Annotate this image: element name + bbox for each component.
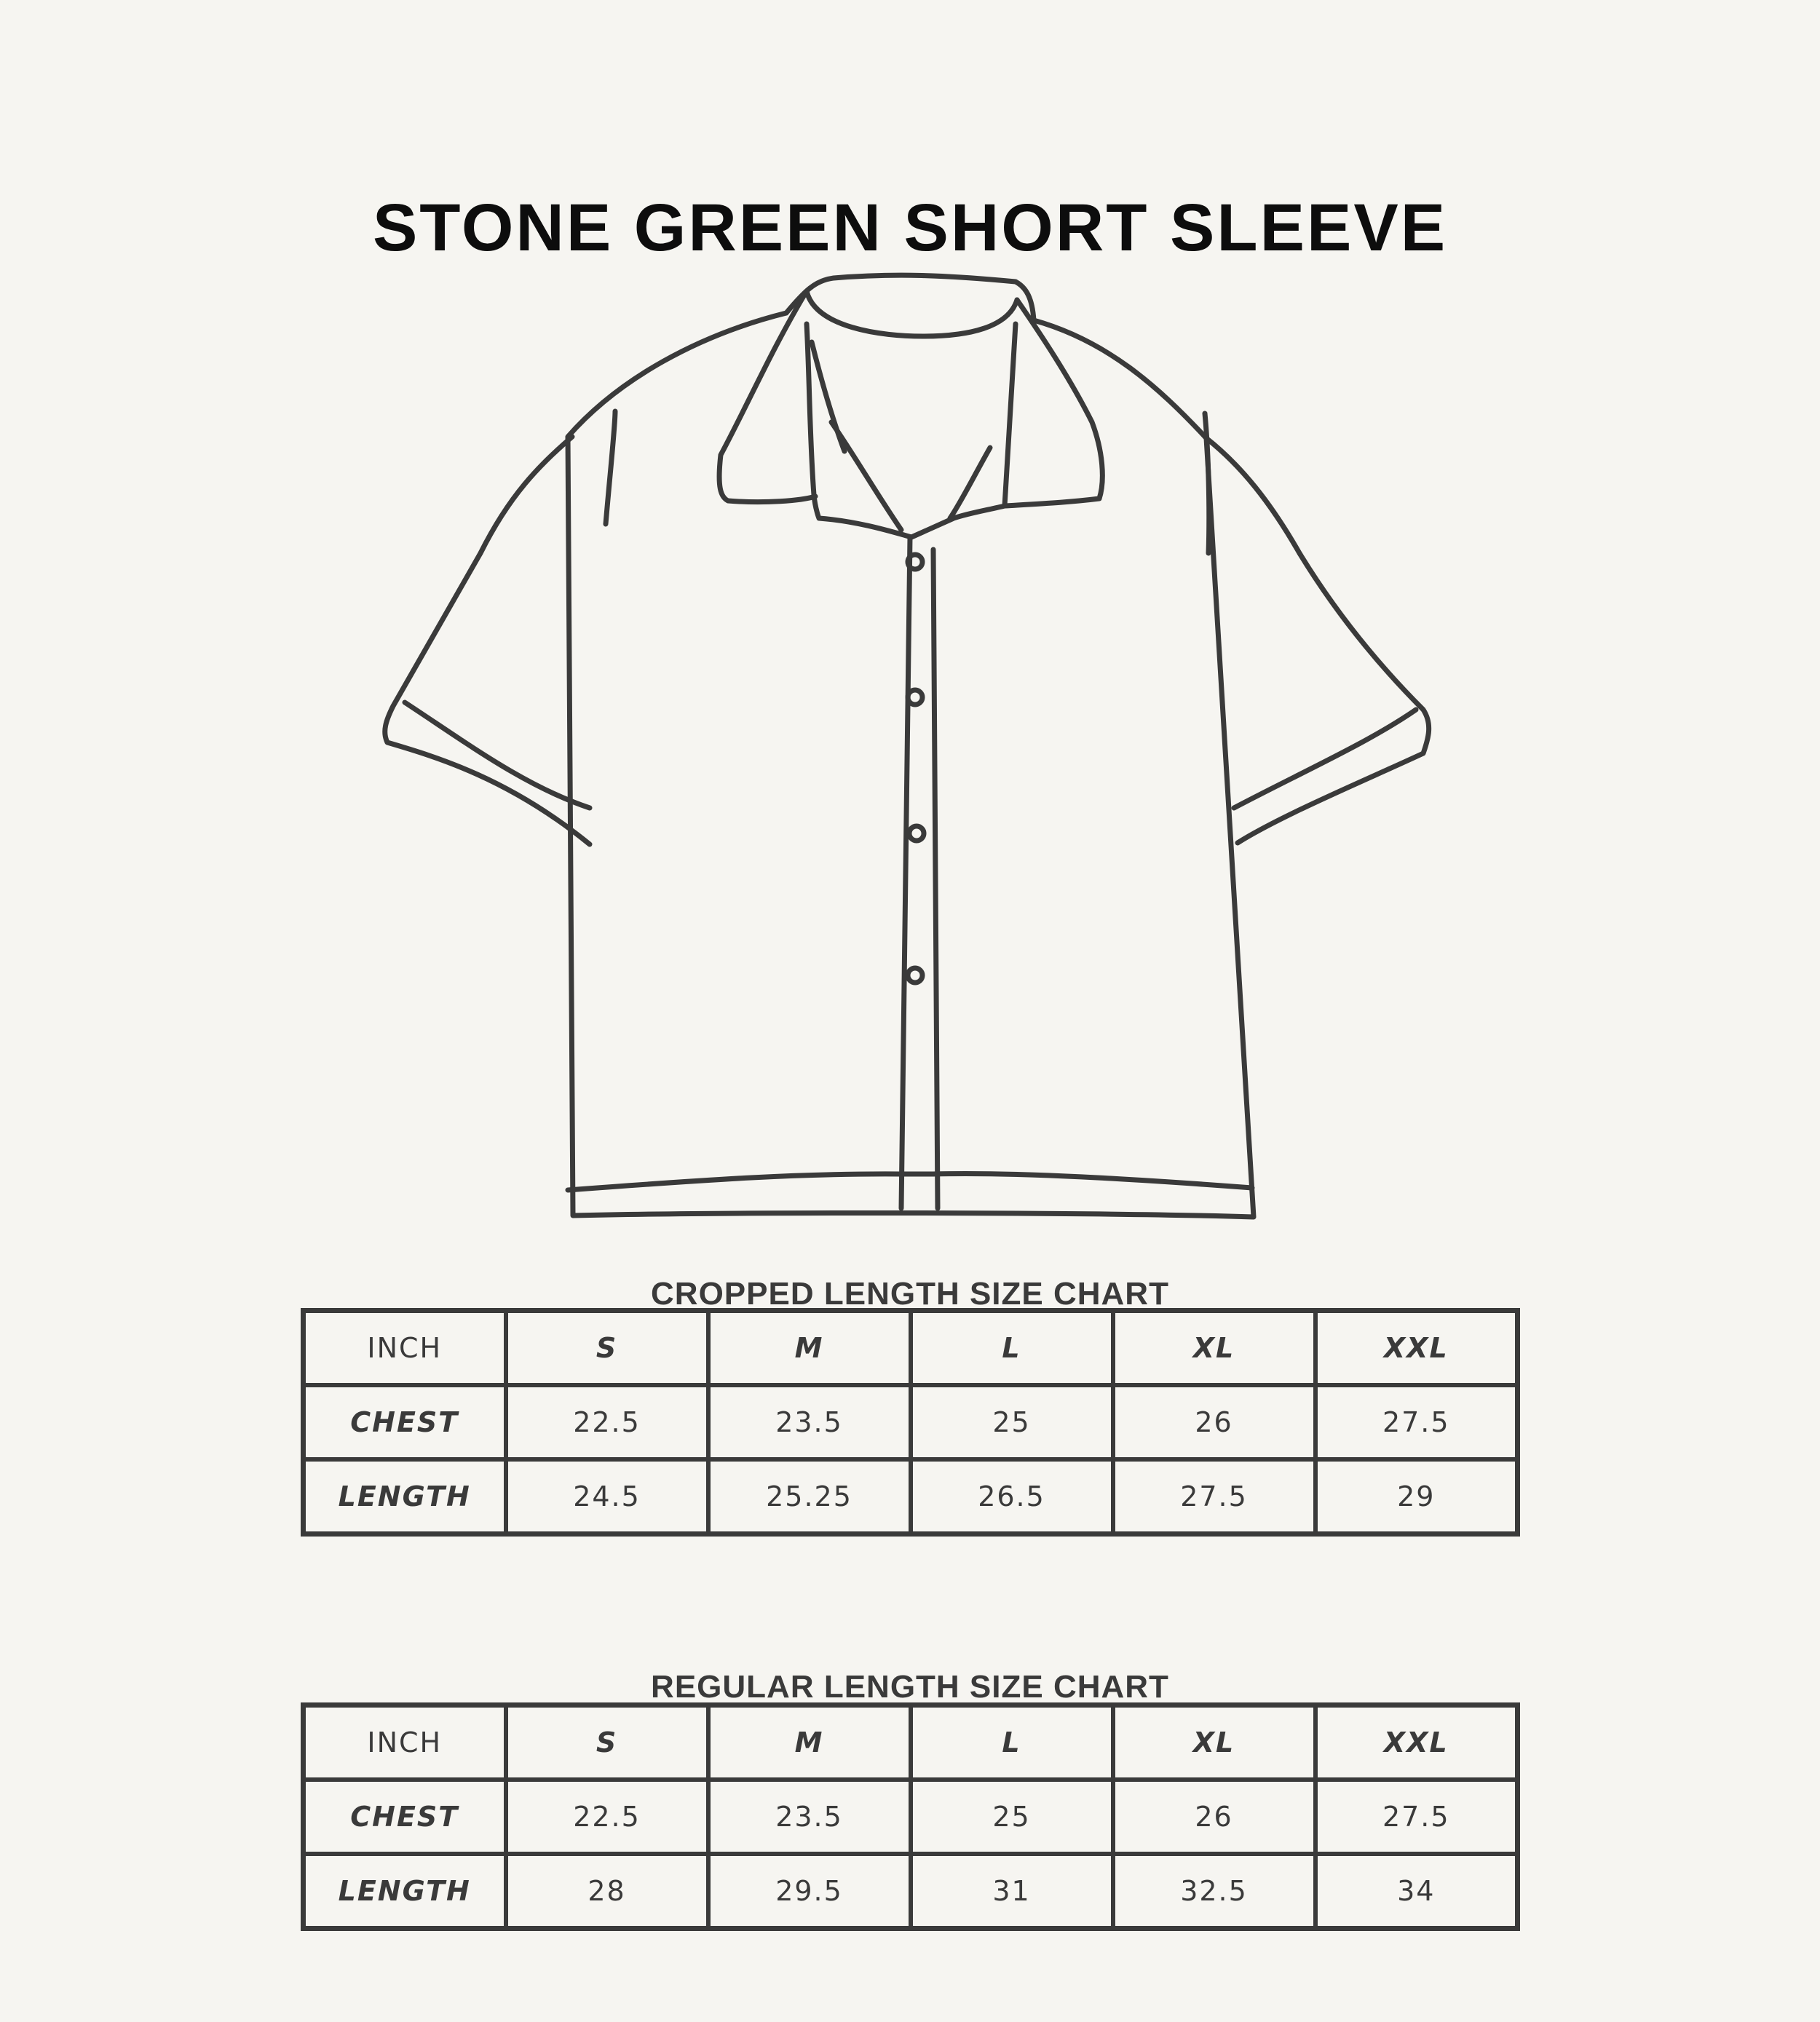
unit-label: INCH: [304, 1705, 506, 1780]
table-cell: 24.5: [506, 1459, 708, 1534]
size-header: XL: [1113, 1705, 1315, 1780]
table-cell: 27.5: [1315, 1780, 1518, 1854]
table-cell: 23.5: [708, 1780, 911, 1854]
size-header: S: [506, 1311, 708, 1386]
table-row: [304, 1385, 1518, 1459]
size-header: XL: [1113, 1311, 1315, 1386]
table-cell: 25: [911, 1780, 1113, 1854]
table-cell: 22.5: [506, 1780, 708, 1854]
size-header: S: [506, 1705, 708, 1780]
table-cell: 26: [1113, 1780, 1315, 1854]
size-header: M: [708, 1705, 911, 1780]
table-cell: 31: [911, 1854, 1113, 1929]
row-label-length: LENGTH: [304, 1854, 506, 1929]
cropped-chart-title: CROPPED LENGTH SIZE CHART: [651, 1276, 1169, 1312]
table-cell: 22.5: [506, 1385, 708, 1459]
cropped-size-table: [301, 1308, 1520, 1537]
table-cell: 26.5: [911, 1459, 1113, 1534]
size-header: XXL: [1315, 1705, 1518, 1780]
row-label-chest: CHEST: [304, 1780, 506, 1854]
row-label-length: LENGTH: [304, 1459, 506, 1534]
table-cell: 34: [1315, 1854, 1518, 1929]
table-cell: 23.5: [708, 1385, 911, 1459]
table-cell: 28: [506, 1854, 708, 1929]
regular-chart-title: REGULAR LENGTH SIZE CHART: [651, 1669, 1169, 1705]
table-cell: 26: [1113, 1385, 1315, 1459]
table-cell: 29: [1315, 1459, 1518, 1534]
size-header: L: [911, 1311, 1113, 1386]
unit-label: INCH: [304, 1311, 506, 1386]
table-cell: 27.5: [1315, 1385, 1518, 1459]
table-cell: 32.5: [1113, 1854, 1315, 1929]
table-cell: 29.5: [708, 1854, 911, 1929]
table-cell: 27.5: [1113, 1459, 1315, 1534]
table-header-row: [304, 1705, 1518, 1780]
table-header-row: [304, 1311, 1518, 1386]
size-header: XXL: [1315, 1311, 1518, 1386]
size-header: L: [911, 1705, 1113, 1780]
page-title: STONE GREEN SHORT SLEEVE: [372, 190, 1448, 265]
table-cell: 25: [911, 1385, 1113, 1459]
table-row: [304, 1459, 1518, 1534]
table-cell: 25.25: [708, 1459, 911, 1534]
size-header: M: [708, 1311, 911, 1386]
table-row: [304, 1854, 1518, 1929]
regular-size-table: [301, 1702, 1520, 1931]
row-label-chest: CHEST: [304, 1385, 506, 1459]
table-row: [304, 1780, 1518, 1854]
